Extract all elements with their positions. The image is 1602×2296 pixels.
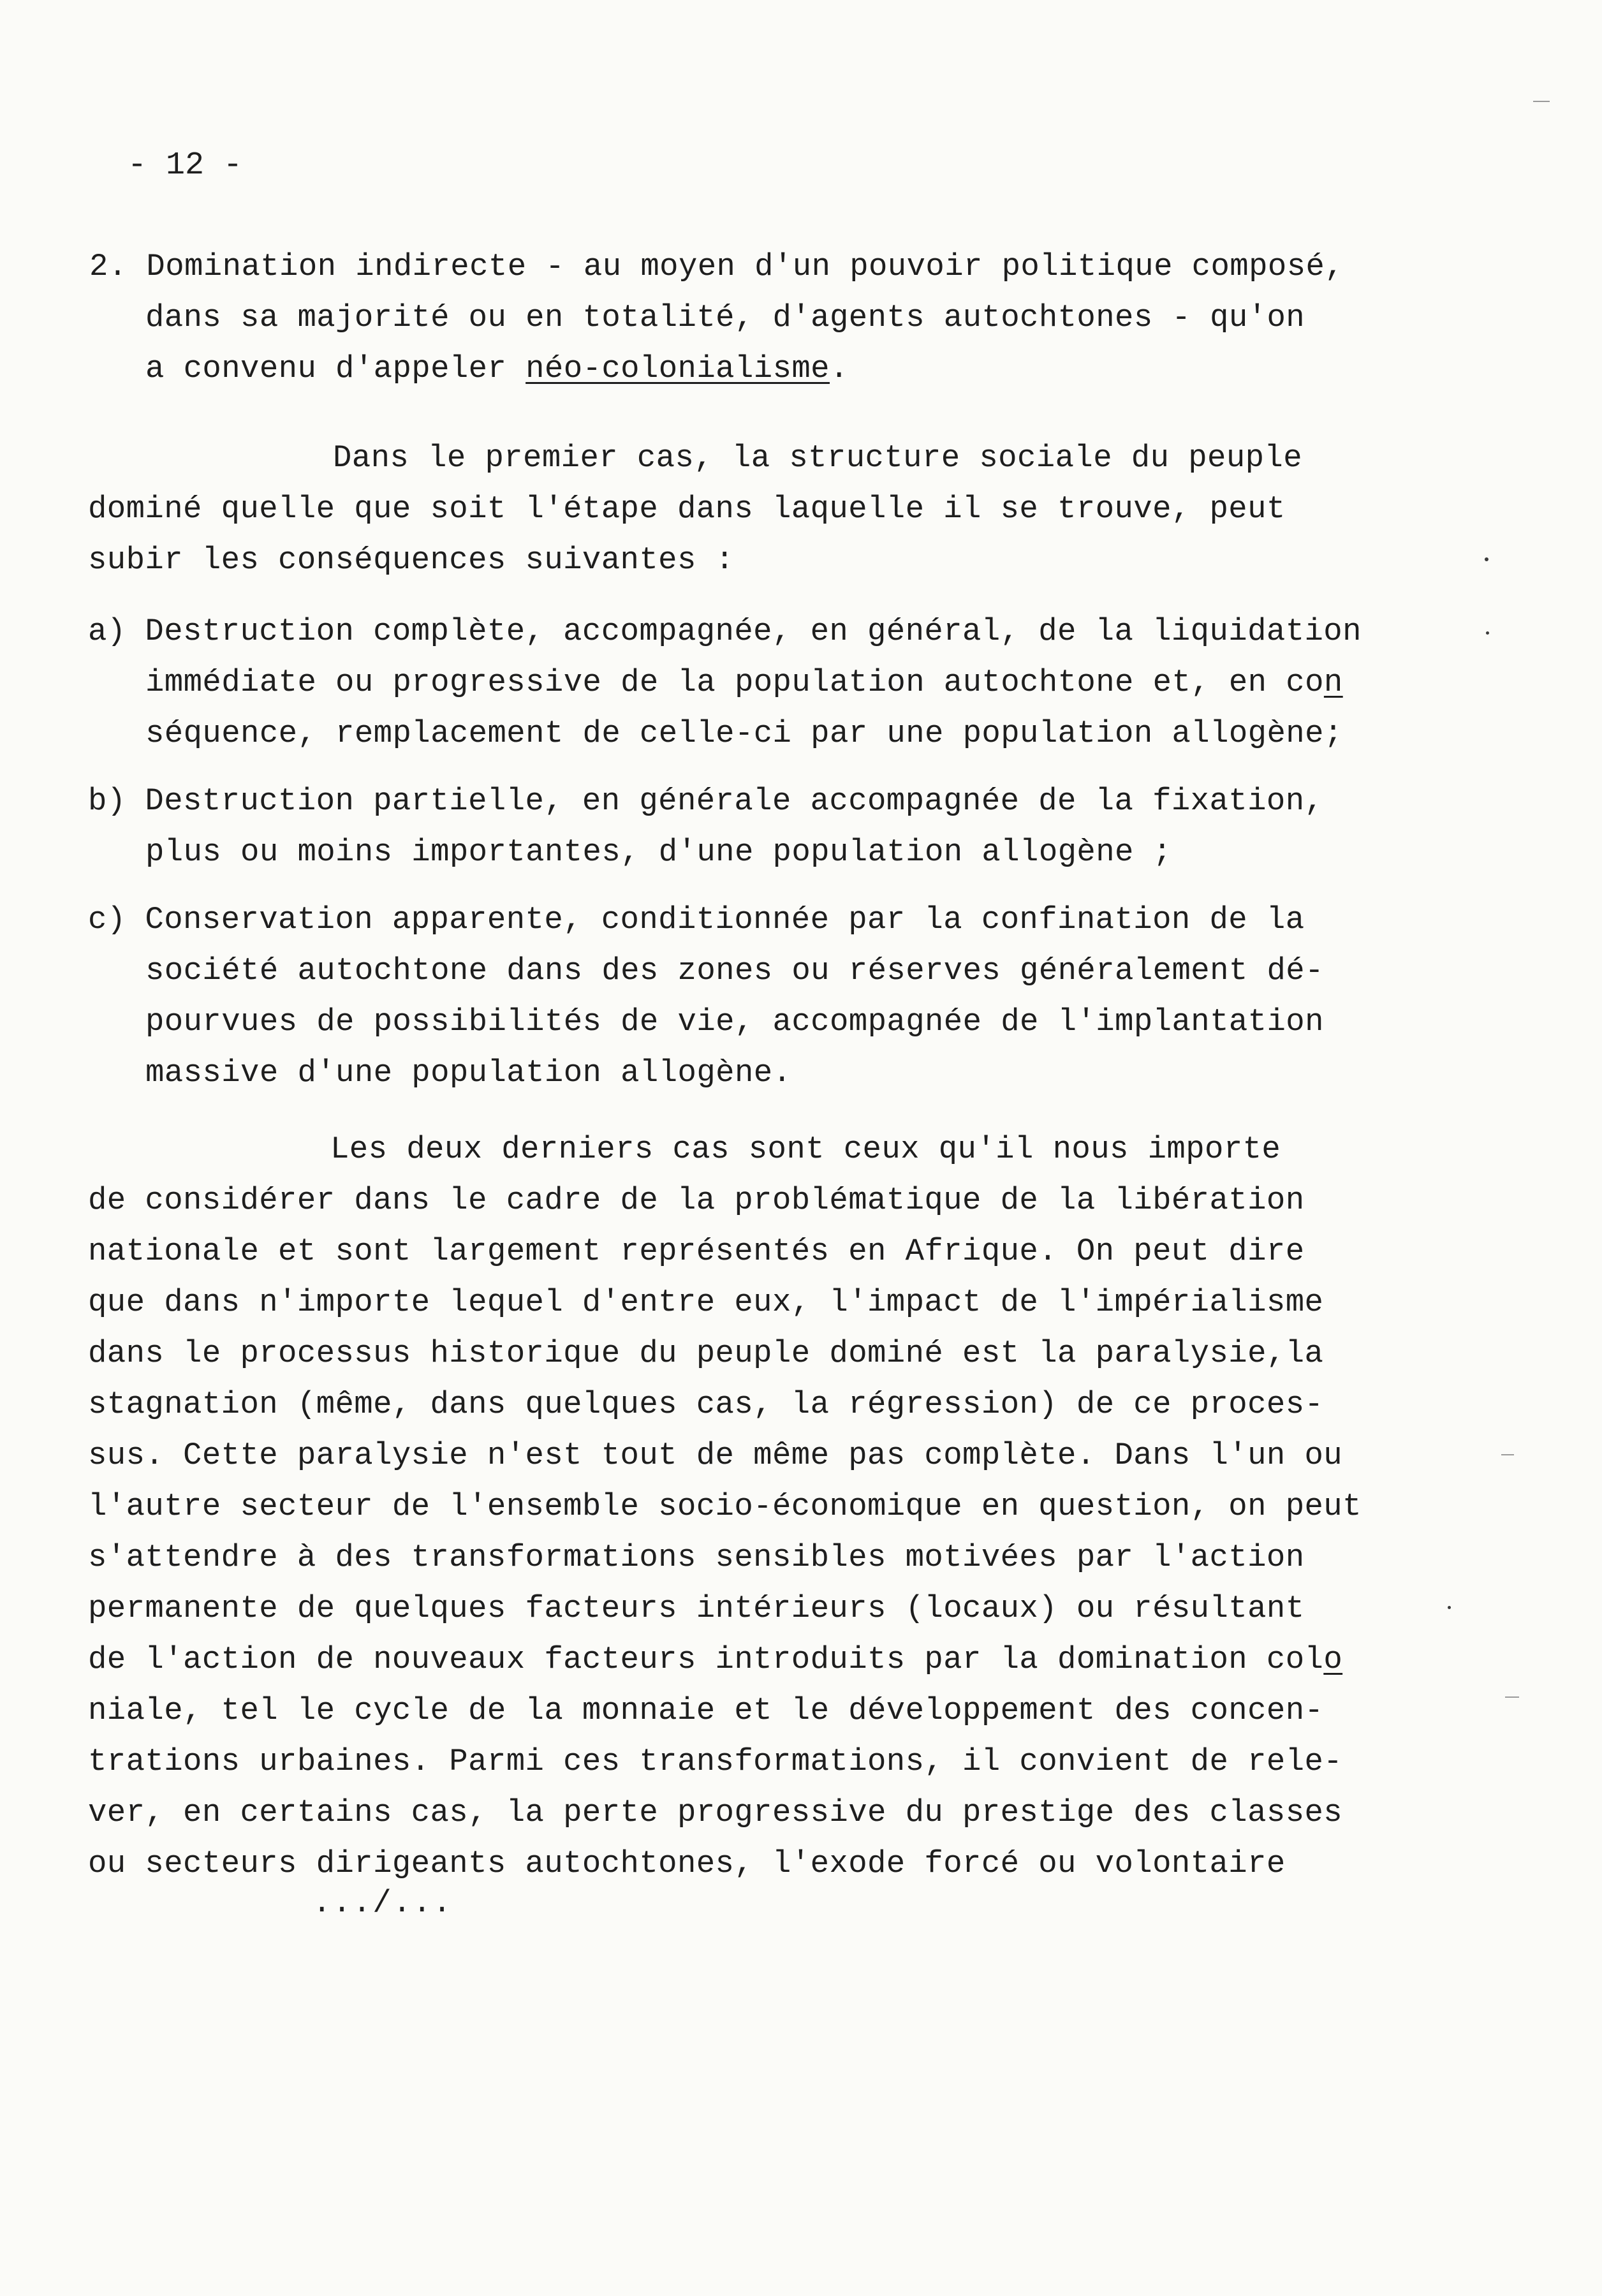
scan-mark (1533, 101, 1550, 102)
para-2-line-13: trations urbaines. Parmi ces transformations, il convient de rele- (88, 1744, 1343, 1779)
item-c-line-1: c) Conservation apparente, conditionnée par la confination de la (88, 902, 1305, 938)
para-2-line-15: ou secteurs dirigeants autochtones, l'exode forcé ou volontaire (88, 1846, 1286, 1881)
para-1-line-2: dominé quelle que soit l'étape dans laquelle il se trouve, peut (88, 491, 1286, 527)
scan-mark (1505, 1696, 1519, 1698)
item-a-line-2-text: immédiate ou progressive de la population autochtone et, en co (145, 665, 1324, 700)
para-2-line-4: que dans n'importe lequel d'entre eux, l'impact de l'impérialisme (88, 1284, 1324, 1320)
item-a-line-2-underlined: n (1323, 665, 1343, 700)
scan-mark (1501, 1454, 1514, 1455)
para-2-line-2: de considérer dans le cadre de la problématique de la libération (88, 1182, 1305, 1218)
section-2-line-1: 2. Domination indirecte - au moyen d'un pouvoir politique composé, (89, 249, 1344, 284)
item-b-line-2: plus ou moins importantes, d'une population allogène ; (145, 834, 1172, 870)
para-2-line-11 (88, 1639, 1342, 1680)
item-a-line-3: séquence, remplacement de celle-ci par une population allogène; (145, 716, 1343, 751)
scan-speck (1485, 557, 1488, 561)
para-2-line-7: sus. Cette paralysie n'est tout de même pas complète. Dans l'un ou (88, 1438, 1343, 1473)
para-2-line-9: s'attendre à des transformations sensibles motivées par l'action (88, 1540, 1305, 1575)
para-1-line-1: Dans le premier cas, la structure sociale du peuple (333, 440, 1303, 476)
para-2-line-5: dans le processus historique du peuple dominé est la paralysie,la (88, 1336, 1324, 1371)
para-2-line-3: nationale et sont largement représentés en Afrique. On peut dire (88, 1233, 1305, 1269)
section-2-line-3-end: . (830, 351, 849, 386)
para-2-line-10: permanente de quelques facteurs intérieurs (locaux) ou résultant (88, 1591, 1305, 1626)
item-b-line-1: b) Destruction partielle, en générale accompagnée de la fixation, (88, 783, 1324, 819)
item-c-line-3: pourvues de possibilités de vie, accompagnée de l'implantation (145, 1004, 1324, 1040)
para-1-line-3: subir les conséquences suivantes : (88, 542, 735, 578)
item-a-line-1: a) Destruction complète, accompagnée, en général, de la liquidation (88, 614, 1362, 649)
scan-speck (1448, 1606, 1451, 1609)
section-2-line-2: dans sa majorité ou en totalité, d'agents autochtones - qu'on (145, 300, 1305, 335)
item-c-line-4: massive d'une population allogène. (145, 1055, 792, 1091)
para-2-line-8: l'autre secteur de l'ensemble socio-économique en question, on peut (88, 1489, 1362, 1524)
item-c-line-2: société autochtone dans des zones ou réserves généralement dé- (145, 953, 1324, 989)
neo-colonialisme-term: néo-colonialisme (525, 351, 830, 386)
para-2-line-14: ver, en certains cas, la perte progressive du prestige des classes (88, 1795, 1343, 1830)
para-2-line-11-underlined: o (1323, 1642, 1343, 1677)
section-2-line-3-text: a convenu d'appeler (145, 351, 526, 386)
para-2-line-12: niale, tel le cycle de la monnaie et le développement des concen- (88, 1693, 1324, 1728)
scan-speck (1486, 631, 1489, 635)
item-a-line-2 (145, 662, 1343, 703)
para-2-line-11-text: de l'action de nouveaux facteurs introduits par la domination col (88, 1642, 1324, 1677)
para-2-line-1: Les deux derniers cas sont ceux qu'il nous importe (330, 1131, 1281, 1167)
section-2-line-3 (145, 348, 849, 389)
page-number: - 12 - (128, 147, 243, 184)
para-2-line-6: stagnation (même, dans quelques cas, la régression) de ce proces- (88, 1387, 1324, 1422)
continuation-mark: .../... (312, 1885, 453, 1921)
